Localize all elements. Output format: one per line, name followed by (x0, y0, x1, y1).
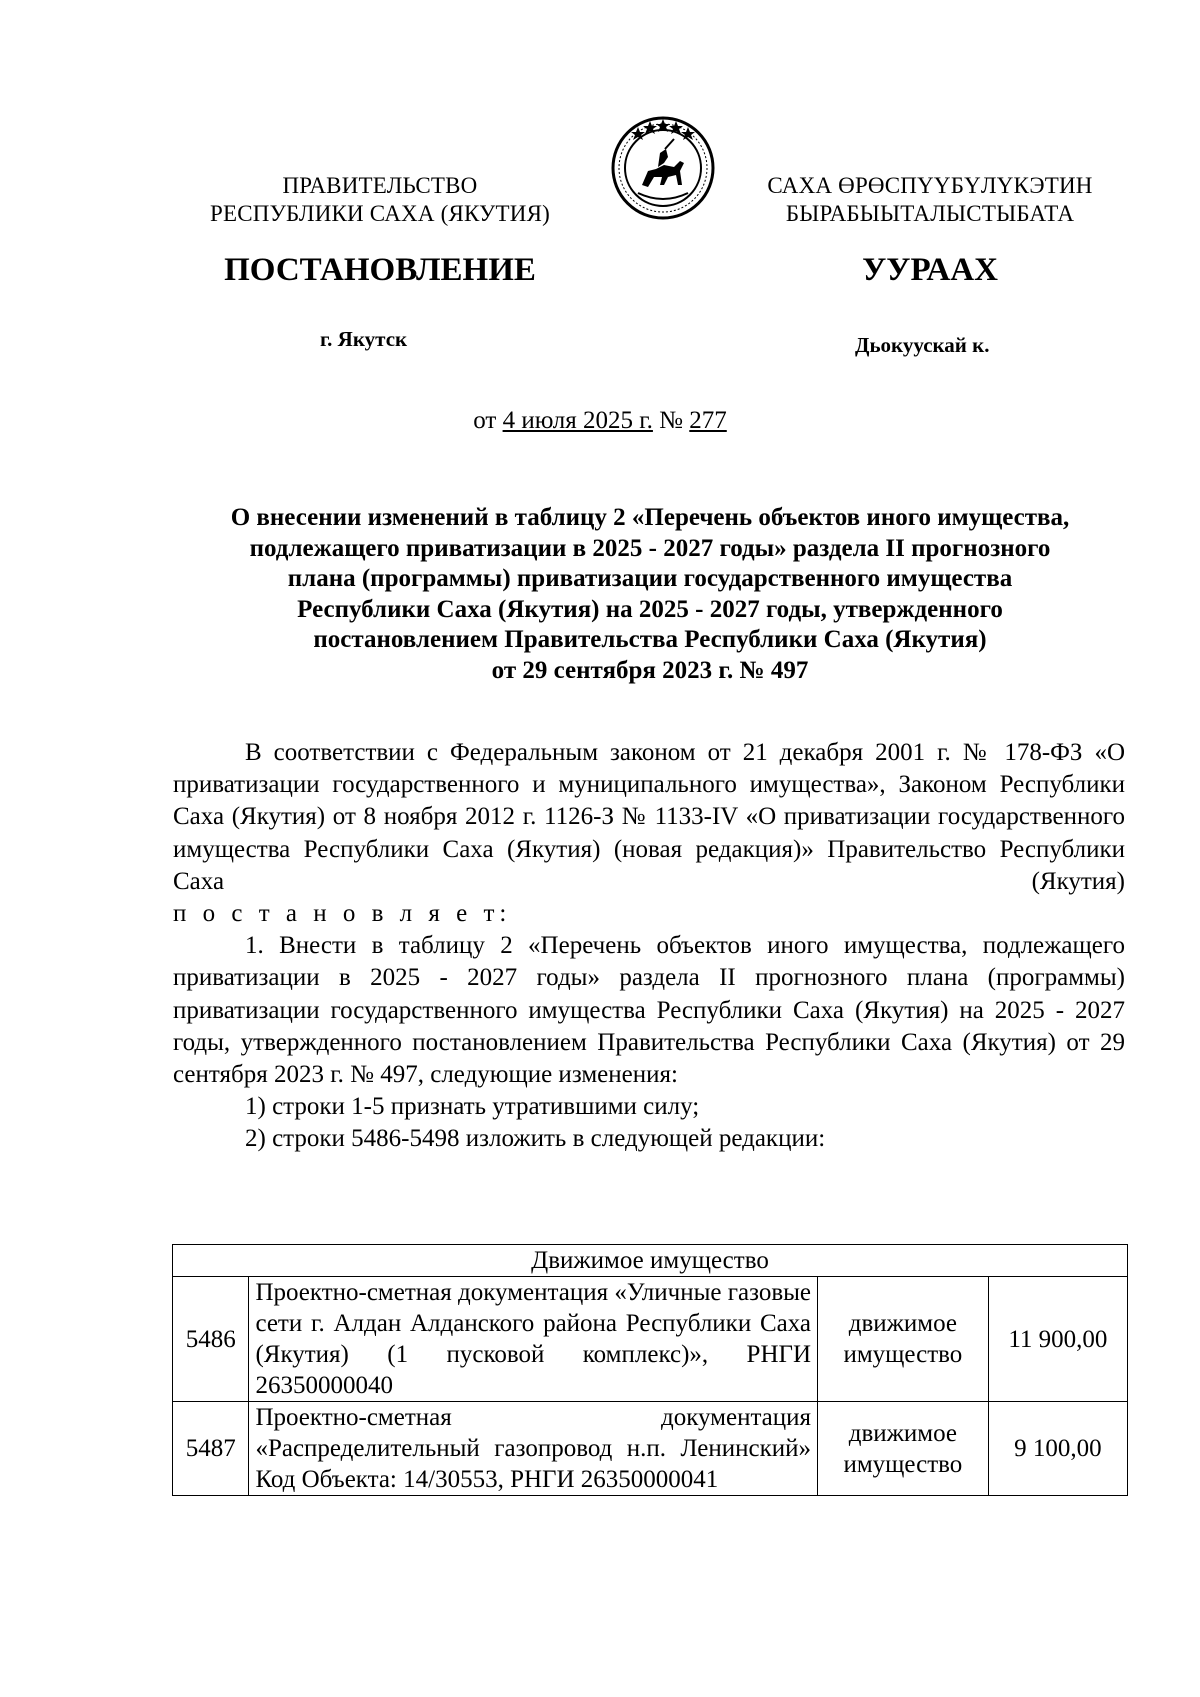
city-sakha: Дьокуускай к. (855, 333, 990, 357)
document-dateline (0, 407, 1200, 435)
document-body (173, 737, 1125, 1156)
title-line: от 29 сентября 2023 г. № 497 (491, 656, 809, 684)
government-name-line2: РЕСПУБЛИКИ САХА (ЯКУТИЯ) (209, 201, 551, 226)
subitem-1-paragraph: 1) строки 1-5 признать утратившими силу; (245, 1093, 700, 1121)
document-kind-ru: ПОСТАНОВЛЕНИЕ (224, 252, 536, 288)
preamble-paragraph: В соответствии с Федеральным законом от 21 декабря 2001 г. № 178-ФЗ «О приватизации государственного и муниципального имущества», Законом Республики Саха (Якутия) от 8 ноября 2012 г. 1126-З № 1133-IV «О приватизации государственного имущества Республики Саха (Якутия) (новая редакция)» Правительство Республики Саха (Якутия) (173, 739, 1125, 895)
row-number-cell: 5486 (173, 1277, 249, 1402)
government-name-line1: ПРАВИТЕЛЬСТВО (282, 173, 478, 198)
row-type-cell: движимое имущество (818, 1402, 989, 1496)
title-line: О внесении изменений в таблицу 2 «Перечень объектов иного имущества, (230, 504, 1070, 531)
dateline-number-sign: № (652, 407, 690, 434)
row-number-cell: 5487 (173, 1402, 249, 1496)
government-name-sakha-line1: САХА ӨРӨСПҮҮБҮЛҮКЭТИН (767, 173, 1093, 198)
document-kind-sakha: УУРААХ (862, 252, 998, 288)
row-name-cell: Проектно-сметная документация «Уличные газовые сети г. Алдан Алданского района Республики Саха (Якутия) (1 пусковой комплекс)», РНГИ 26350000040 (249, 1277, 818, 1402)
item-1-paragraph: 1. Внести в таблицу 2 «Перечень объектов иного имущества, подлежащего приватизации в 2025 - 2027 годы» раздела II прогнозного плана (программы) приватизации государственного имущества Республики Саха (Якутия) на 2025 - 2027 годы, утвержденного постановлением Правительства Республики Саха (Якутия) от 29 сентября 2023 г. № 497, следующие изменения: (173, 932, 1125, 1089)
document-date: 4 июля 2025 г. (502, 407, 653, 434)
row-name-cell: Проектно-сметная документация «Распределительный газопровод н.п. Ленинский» Код Объекта: 14/30553, РНГИ 26350000041 (249, 1402, 818, 1496)
property-table (172, 1244, 1128, 1496)
government-name-sakha (720, 172, 1140, 228)
title-line: плана (программы) приватизации государственного имущества (287, 565, 1013, 592)
row-price-cell: 9 100,00 (988, 1402, 1127, 1496)
table-row (173, 1277, 1128, 1402)
dateline-prefix: от (473, 407, 503, 434)
title-line: подлежащего приватизации в 2025 - 2027 годы» раздела II прогнозного (249, 534, 1051, 562)
government-name-sakha-line2: БЫРАБЫЫТАЛЫСТЫБАТА (785, 201, 1075, 226)
document-title (170, 503, 1130, 686)
document-number: 277 (689, 407, 727, 434)
subitem-2-paragraph: 2) строки 5486-5498 изложить в следующей редакции: (245, 1125, 826, 1153)
table-section-row (173, 1245, 1128, 1277)
title-line: постановлением Правительства Республики Саха (Якутия) (313, 626, 987, 653)
table-row (173, 1402, 1128, 1496)
city-ru: г. Якутск (320, 327, 408, 351)
decides-paragraph: п о с т а н о в л я е т: (173, 900, 512, 928)
coat-of-arms-emblem-icon (608, 113, 718, 223)
title-line: Республики Саха (Якутия) на 2025 - 2027 годы, утвержденного (297, 595, 1003, 623)
row-type-cell: движимое имущество (818, 1277, 989, 1402)
government-name-ru (170, 172, 590, 228)
row-price-cell: 11 900,00 (988, 1277, 1127, 1402)
table-section-title: Движимое имущество (173, 1245, 1128, 1277)
